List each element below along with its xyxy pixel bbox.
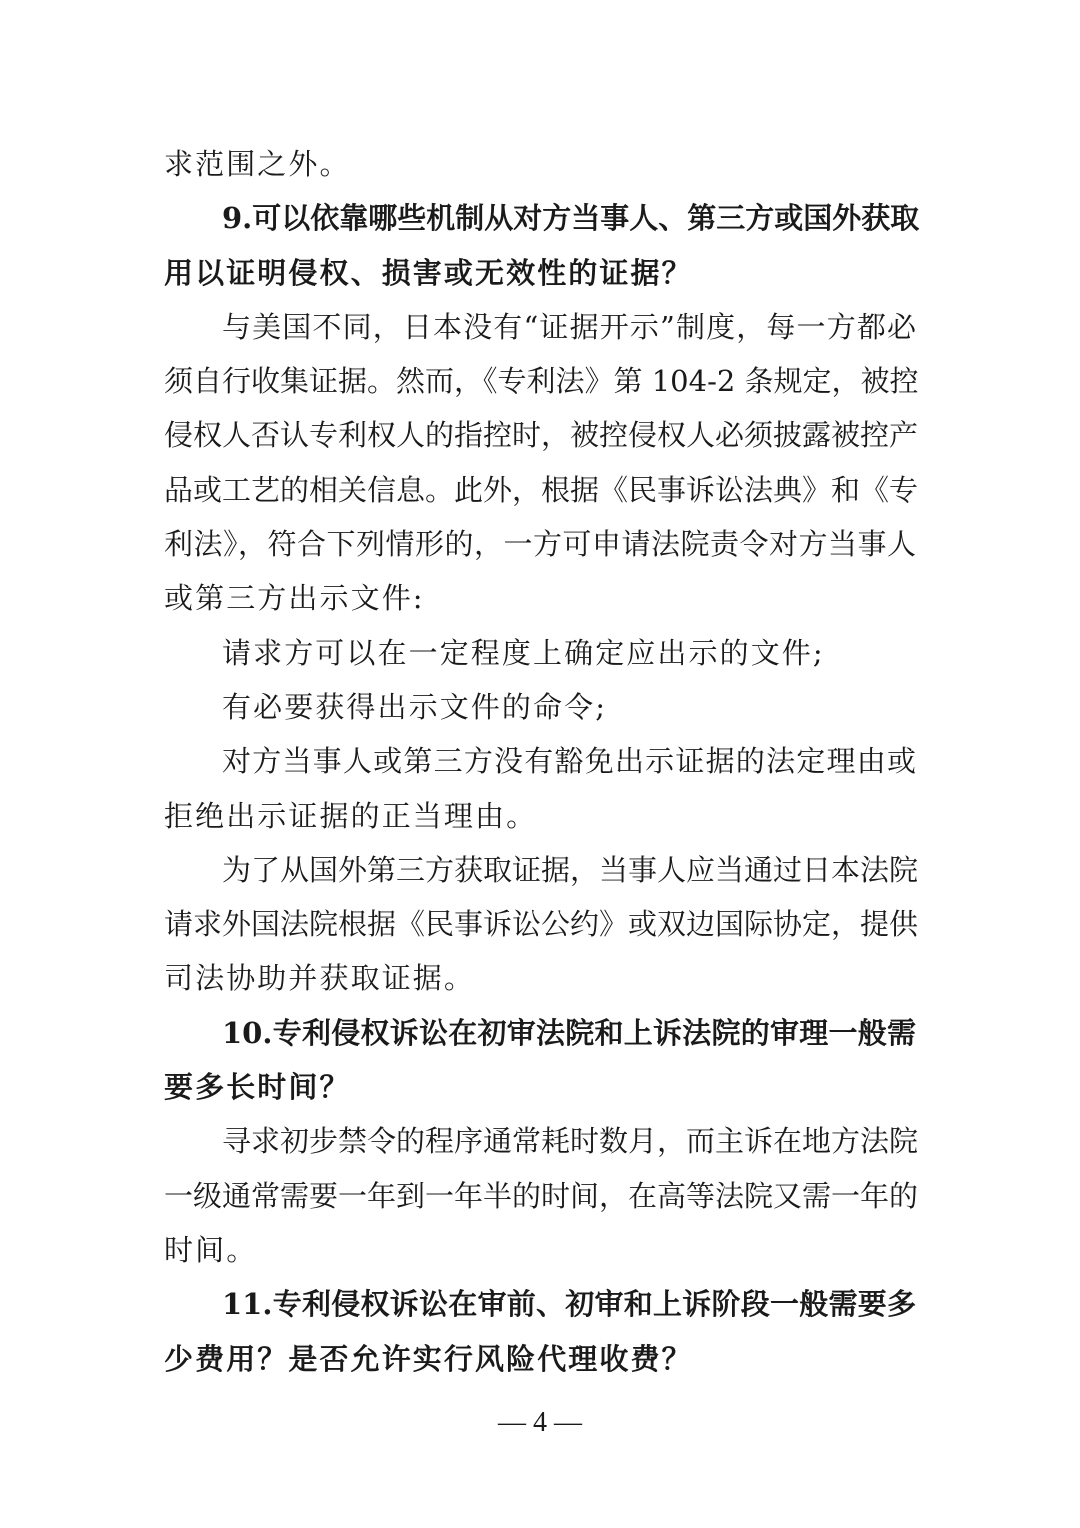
paragraph-continuation — [164, 137, 916, 191]
condition-item-3 — [164, 734, 916, 843]
paragraph-foreign-evidence — [164, 843, 919, 1006]
condition-item-2 — [164, 680, 916, 734]
text-line: 9.可以依靠哪些机制从对方当事人、第三方或国外获取 — [222, 201, 920, 236]
text-line: 求范围之外。 — [164, 147, 351, 181]
page-number: — 4 — — [498, 1407, 582, 1438]
text-line: 拒绝出示证据的正当理由。 — [164, 798, 538, 833]
text-line: 须自行收集证据。然而，《专利法》第 104-2 条规定，被控 — [164, 364, 919, 399]
document-body — [164, 137, 920, 1386]
text-line: 一级通常需要一年到一年半的时间，在高等法院又需一年的 — [164, 1178, 919, 1213]
question-11-heading — [164, 1277, 916, 1386]
question-10-heading — [164, 1006, 916, 1115]
text-line: 请求外国法院根据《民事诉讼公约》或双边国际协定，提供 — [164, 907, 919, 942]
text-line: 少费用？是否允许实行风险代理收费？ — [164, 1341, 693, 1376]
question-9-heading — [164, 191, 920, 300]
text-line: 或第三方出示文件: — [164, 581, 425, 616]
text-line: 寻求初步禁令的程序通常耗时数月，而主诉在地方法院 — [222, 1124, 919, 1159]
text-line: 要多长时间？ — [164, 1070, 351, 1105]
condition-item-1 — [164, 626, 916, 680]
text-line: 10.专利侵权诉讼在初审法院和上诉法院的审理一般需 — [222, 1015, 916, 1050]
text-line: 为了从国外第三方获取证据，当事人应当通过日本法院 — [222, 852, 919, 887]
text-line: 有必要获得出示文件的命令; — [222, 689, 608, 724]
paragraph-duration — [164, 1114, 919, 1277]
text-line: 品或工艺的相关信息。此外，根据《民事诉讼法典》和《专 — [164, 472, 919, 507]
text-line: 时间。 — [164, 1232, 258, 1267]
text-line: 11.专利侵权诉讼在审前、初审和上诉阶段一般需要多 — [222, 1287, 916, 1322]
text-line: 用以证明侵权、损害或无效性的证据？ — [164, 255, 693, 290]
text-line: 对方当事人或第三方没有豁免出示证据的法定理由或 — [222, 744, 916, 779]
text-line: 与美国不同，日本没有“证据开示”制度，每一方都必 — [222, 309, 916, 344]
paragraph-discovery — [164, 300, 919, 626]
text-line: 司法协助并获取证据。 — [164, 961, 476, 996]
text-line: 侵权人否认专利权人的指控时，被控侵权人必须披露被控产 — [164, 418, 919, 453]
text-line: 利法》，符合下列情形的，一方可申请法院责令对方当事人 — [164, 527, 916, 562]
text-line: 请求方可以在一定程度上确定应出示的文件; — [222, 635, 825, 670]
